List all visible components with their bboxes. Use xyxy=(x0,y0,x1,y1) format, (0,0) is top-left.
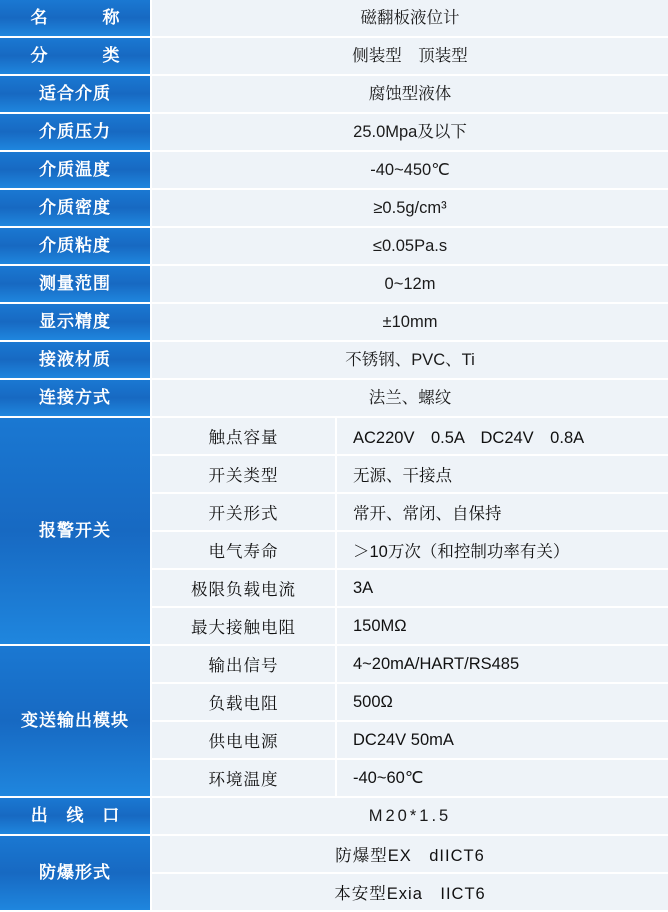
row-value: AC220V 0.5A DC24V 0.8A xyxy=(337,418,668,456)
row-value: 常开、常闭、自保持 xyxy=(337,494,668,532)
table-row: 本安型Exia IICT6 xyxy=(152,874,668,912)
row-label: 显示精度 xyxy=(0,304,152,342)
row-label: 分 类 xyxy=(0,38,152,76)
row-value: 磁翻板液位计 xyxy=(152,0,668,38)
row-value: ±10mm xyxy=(152,304,668,342)
table-row xyxy=(0,228,668,266)
table-row xyxy=(0,342,668,380)
row-label: 测量范围 xyxy=(0,266,152,304)
table-row xyxy=(0,304,668,342)
row-label: 最大接触电阻 xyxy=(152,608,337,646)
row-label: 介质粘度 xyxy=(0,228,152,266)
cable-outlet-row xyxy=(0,798,668,836)
cable-outlet-value: M20*1.5 xyxy=(152,798,668,836)
row-value: 0~12m xyxy=(152,266,668,304)
row-value: 25.0Mpa及以下 xyxy=(152,114,668,152)
row-value: 3A xyxy=(337,570,668,608)
row-label: 介质温度 xyxy=(0,152,152,190)
table-row xyxy=(152,722,668,760)
row-value: ≤0.05Pa.s xyxy=(152,228,668,266)
table-row xyxy=(152,456,668,494)
row-value: 无源、干接点 xyxy=(337,456,668,494)
table-row xyxy=(152,532,668,570)
row-label: 介质密度 xyxy=(0,190,152,228)
row-label: 极限负载电流 xyxy=(152,570,337,608)
transmitter-module-group xyxy=(0,646,668,798)
row-value: 法兰、螺纹 xyxy=(152,380,668,418)
table-row xyxy=(152,494,668,532)
explosion-proof-group xyxy=(0,836,668,912)
row-value: 500Ω xyxy=(337,684,668,722)
table-row xyxy=(152,760,668,798)
explosion-proof-rows xyxy=(152,836,668,912)
row-label: 名 称 xyxy=(0,0,152,38)
row-label: 输出信号 xyxy=(152,646,337,684)
row-value: 侧装型 顶装型 xyxy=(152,38,668,76)
row-label: 开关类型 xyxy=(152,456,337,494)
row-label: 连接方式 xyxy=(0,380,152,418)
explosion-proof-label: 防爆形式 xyxy=(0,836,152,912)
table-row xyxy=(152,570,668,608)
row-value: ＞10万次（和控制功率有关） xyxy=(337,532,668,570)
table-row: 防爆型EX dIICT6 xyxy=(152,836,668,874)
row-label: 负载电阻 xyxy=(152,684,337,722)
row-label: 适合介质 xyxy=(0,76,152,114)
table-row xyxy=(152,418,668,456)
row-value: 腐蚀型液体 xyxy=(152,76,668,114)
table-row xyxy=(0,38,668,76)
row-label: 电气寿命 xyxy=(152,532,337,570)
row-value: -40~60℃ xyxy=(337,760,668,798)
row-value: ≥0.5g/cm³ xyxy=(152,190,668,228)
row-label: 供电电源 xyxy=(152,722,337,760)
table-row xyxy=(0,152,668,190)
table-row xyxy=(0,0,668,38)
table-row xyxy=(0,114,668,152)
row-value: -40~450℃ xyxy=(152,152,668,190)
table-row xyxy=(152,608,668,646)
row-value: 不锈钢、PVC、Ti xyxy=(152,342,668,380)
alarm-switch-label: 报警开关 xyxy=(0,418,152,646)
row-label: 环境温度 xyxy=(152,760,337,798)
table-row xyxy=(0,76,668,114)
row-label: 触点容量 xyxy=(152,418,337,456)
row-label: 开关形式 xyxy=(152,494,337,532)
transmitter-module-label: 变送输出模块 xyxy=(0,646,152,798)
table-row xyxy=(152,646,668,684)
row-value: 150MΩ xyxy=(337,608,668,646)
transmitter-module-rows xyxy=(152,646,668,798)
row-value: DC24V 50mA xyxy=(337,722,668,760)
row-label: 介质压力 xyxy=(0,114,152,152)
table-row xyxy=(0,380,668,418)
row-label: 接液材质 xyxy=(0,342,152,380)
table-row xyxy=(152,684,668,722)
table-row xyxy=(0,190,668,228)
row-value: 4~20mA/HART/RS485 xyxy=(337,646,668,684)
alarm-switch-group xyxy=(0,418,668,646)
table-row xyxy=(0,266,668,304)
cable-outlet-label: 出 线 口 xyxy=(0,798,152,836)
alarm-switch-rows xyxy=(152,418,668,646)
